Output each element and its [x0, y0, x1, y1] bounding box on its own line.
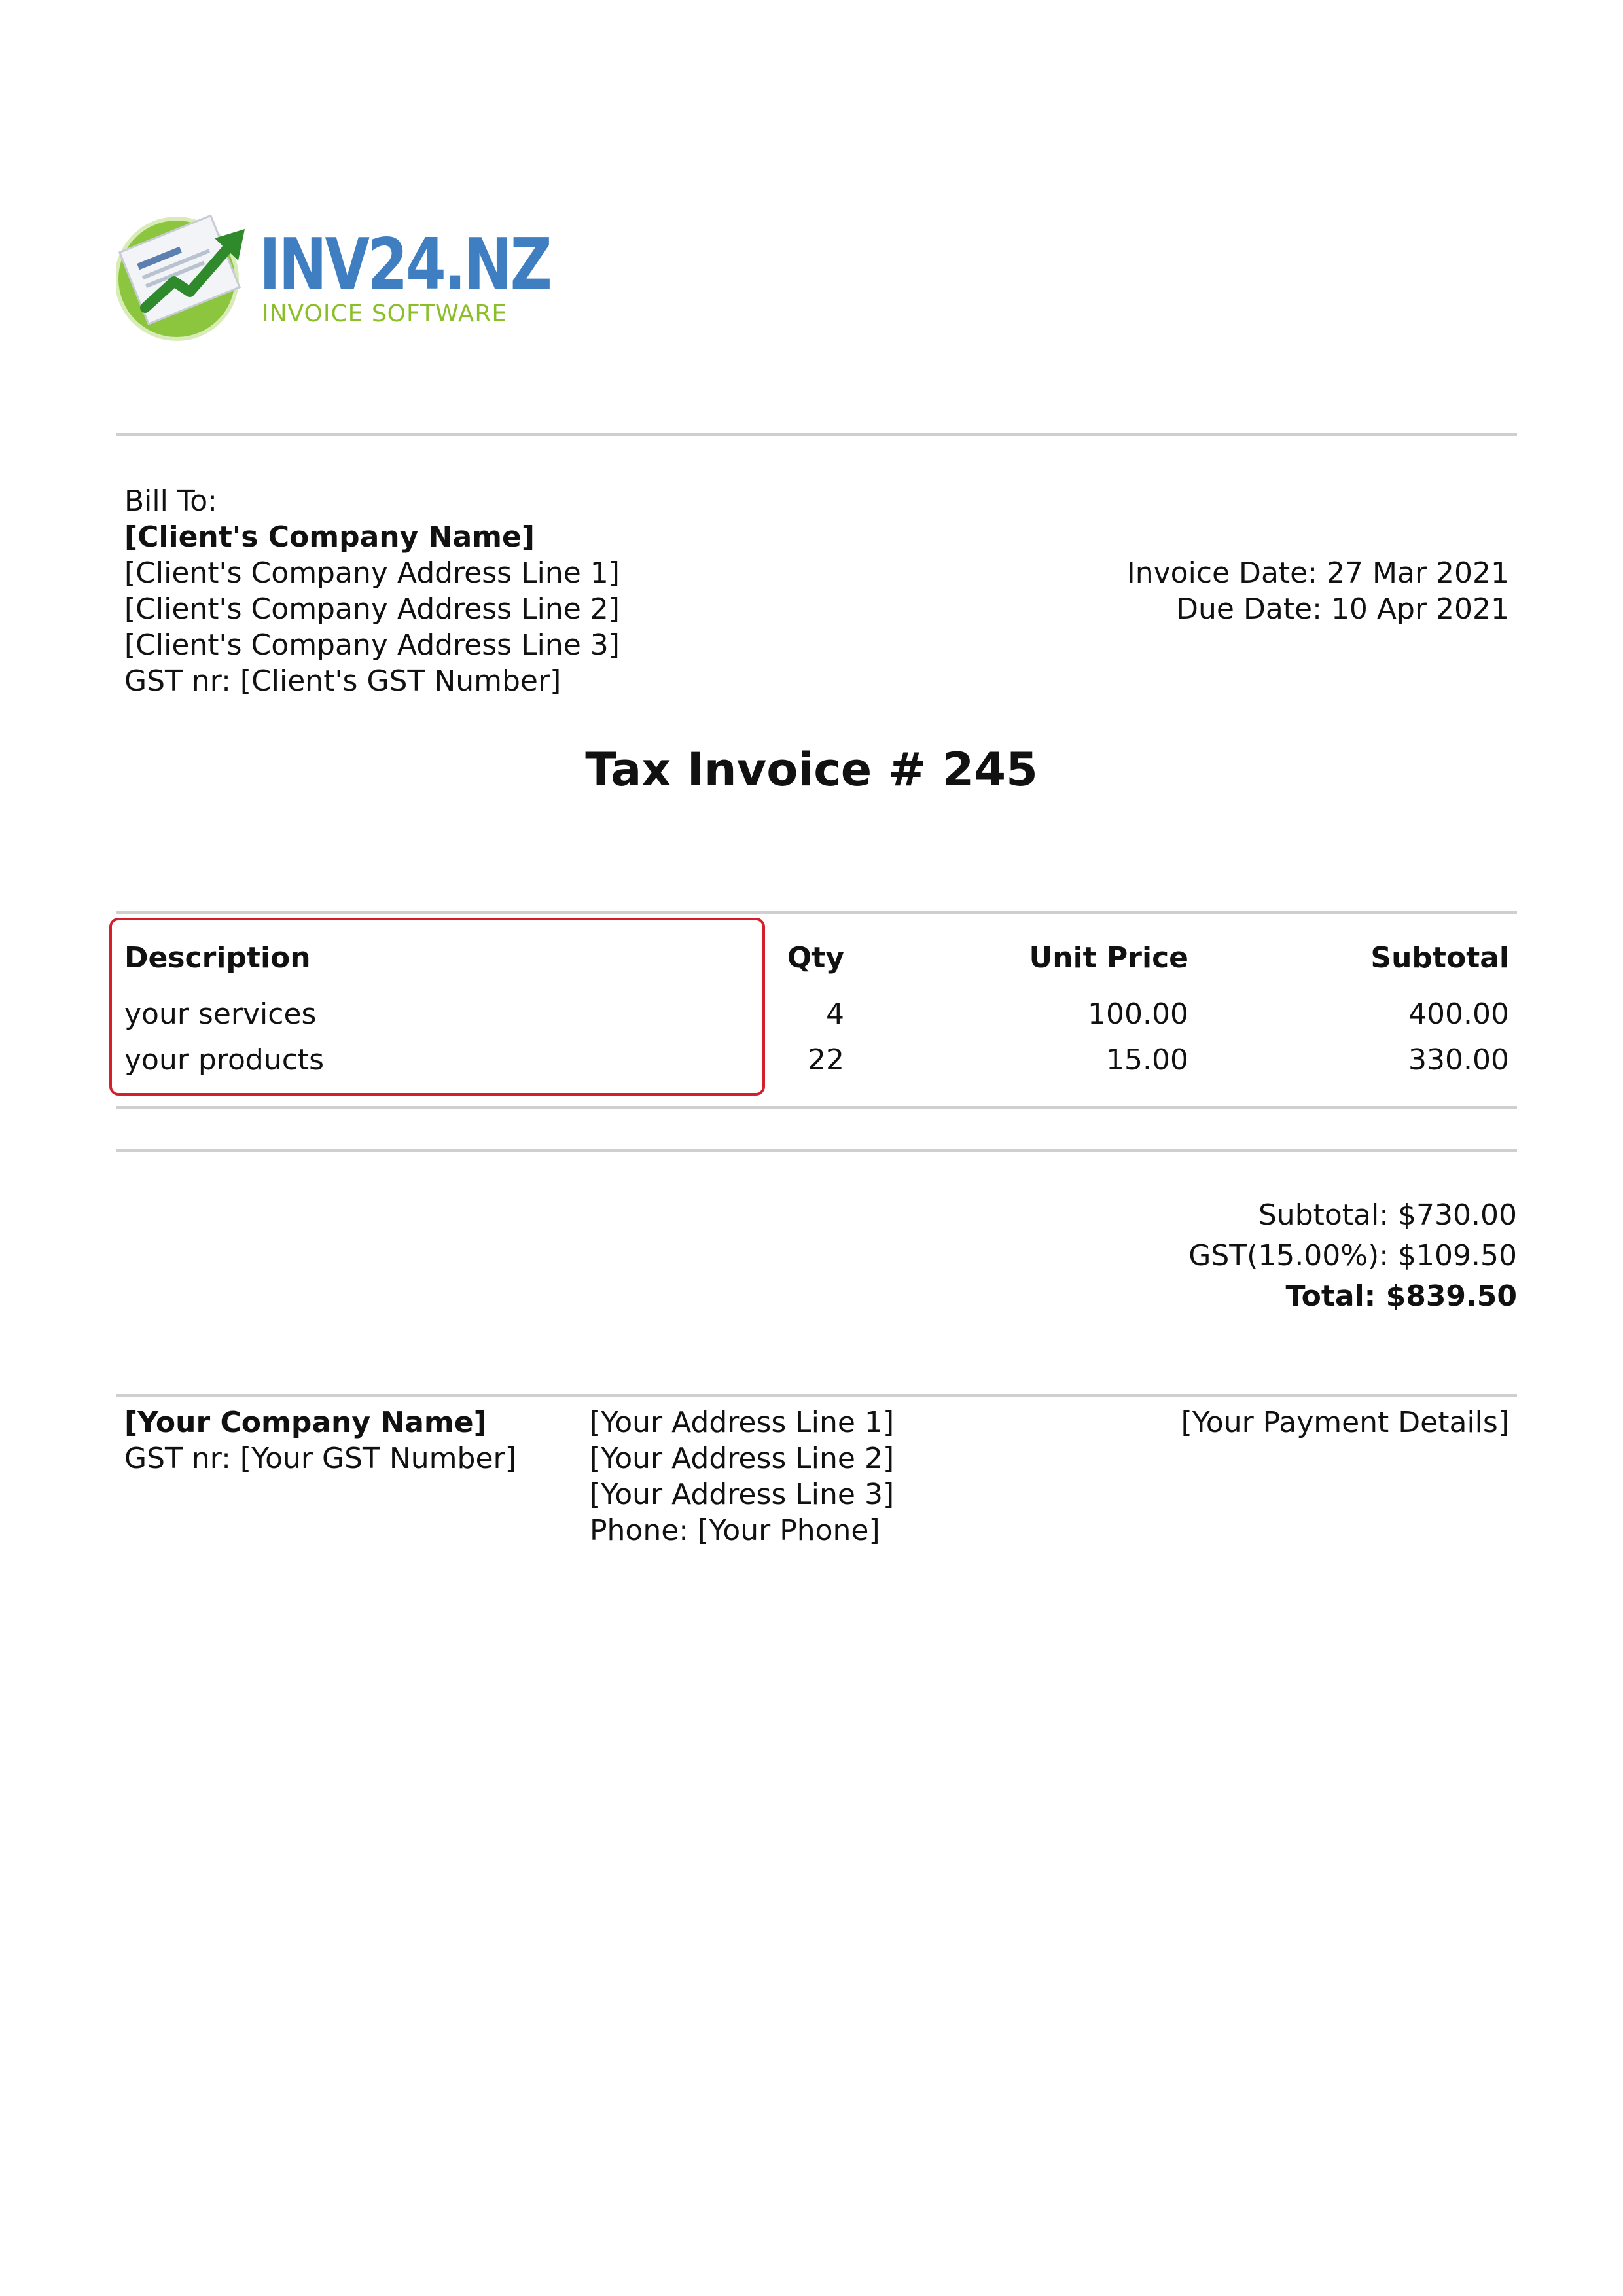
- client-address-line: [Client's Company Address Line 3]: [124, 628, 620, 662]
- row-description: your services: [124, 997, 317, 1031]
- footer-divider: [116, 1394, 1517, 1397]
- your-address-line: [Your Address Line 2]: [590, 1442, 895, 1475]
- row-unit-price: 15.00: [1106, 1043, 1188, 1077]
- invoice-date: Invoice Date: 27 Mar 2021: [1126, 556, 1509, 590]
- row-qty: 4: [826, 997, 844, 1031]
- client-address-line: [Client's Company Address Line 2]: [124, 592, 620, 626]
- client-company-name: [Client's Company Name]: [124, 520, 535, 554]
- company-logo: [116, 208, 550, 346]
- your-phone: Phone: [Your Phone]: [590, 1514, 880, 1547]
- table-bottom-divider: [116, 1106, 1517, 1109]
- column-header-description: Description: [124, 941, 311, 975]
- invoice-dates: [982, 555, 1509, 627]
- totals-block: [982, 1195, 1517, 1317]
- bill-to-block: [124, 483, 620, 699]
- footer-payment-block: [982, 1405, 1509, 1441]
- column-header-unit-price: Unit Price: [1029, 941, 1188, 975]
- footer-address-block: [590, 1405, 894, 1549]
- your-payment-details: [Your Payment Details]: [1181, 1406, 1509, 1439]
- row-subtotal: 400.00: [1408, 997, 1509, 1031]
- totals-top-divider: [116, 1149, 1517, 1152]
- due-date: Due Date: 10 Apr 2021: [1176, 592, 1509, 626]
- column-header-qty: Qty: [787, 941, 844, 975]
- client-gst-number: GST nr: [Client's GST Number]: [124, 664, 562, 698]
- logo-tagline: INVOICE SOFTWARE: [262, 300, 508, 327]
- totals-subtotal: Subtotal: $730.00: [1258, 1198, 1517, 1232]
- column-header-subtotal: Subtotal: [1370, 941, 1509, 975]
- row-unit-price: 100.00: [1088, 997, 1188, 1031]
- row-subtotal: 330.00: [1408, 1043, 1509, 1077]
- header-divider: [116, 433, 1517, 436]
- row-qty: 22: [808, 1043, 844, 1077]
- totals-grand-total: Total: $839.50: [1285, 1280, 1517, 1313]
- client-address-line: [Client's Company Address Line 1]: [124, 556, 620, 590]
- totals-gst: GST(15.00%): $109.50: [1188, 1239, 1517, 1272]
- your-address-line: [Your Address Line 3]: [590, 1478, 895, 1511]
- your-gst-number: GST nr: [Your GST Number]: [124, 1442, 516, 1475]
- row-description: your products: [124, 1043, 325, 1077]
- your-address-line: [Your Address Line 1]: [590, 1406, 895, 1439]
- logo-brand-text: INV24.NZ: [259, 224, 550, 306]
- invoice-chart-icon: [116, 208, 260, 346]
- bill-to-label: Bill To:: [124, 484, 217, 518]
- footer-company-block: [124, 1405, 516, 1477]
- invoice-title: Tax Invoice # 245: [585, 743, 1038, 797]
- description-highlight-box: [109, 918, 765, 1096]
- table-top-divider: [116, 911, 1517, 914]
- your-company-name: [Your Company Name]: [124, 1406, 487, 1439]
